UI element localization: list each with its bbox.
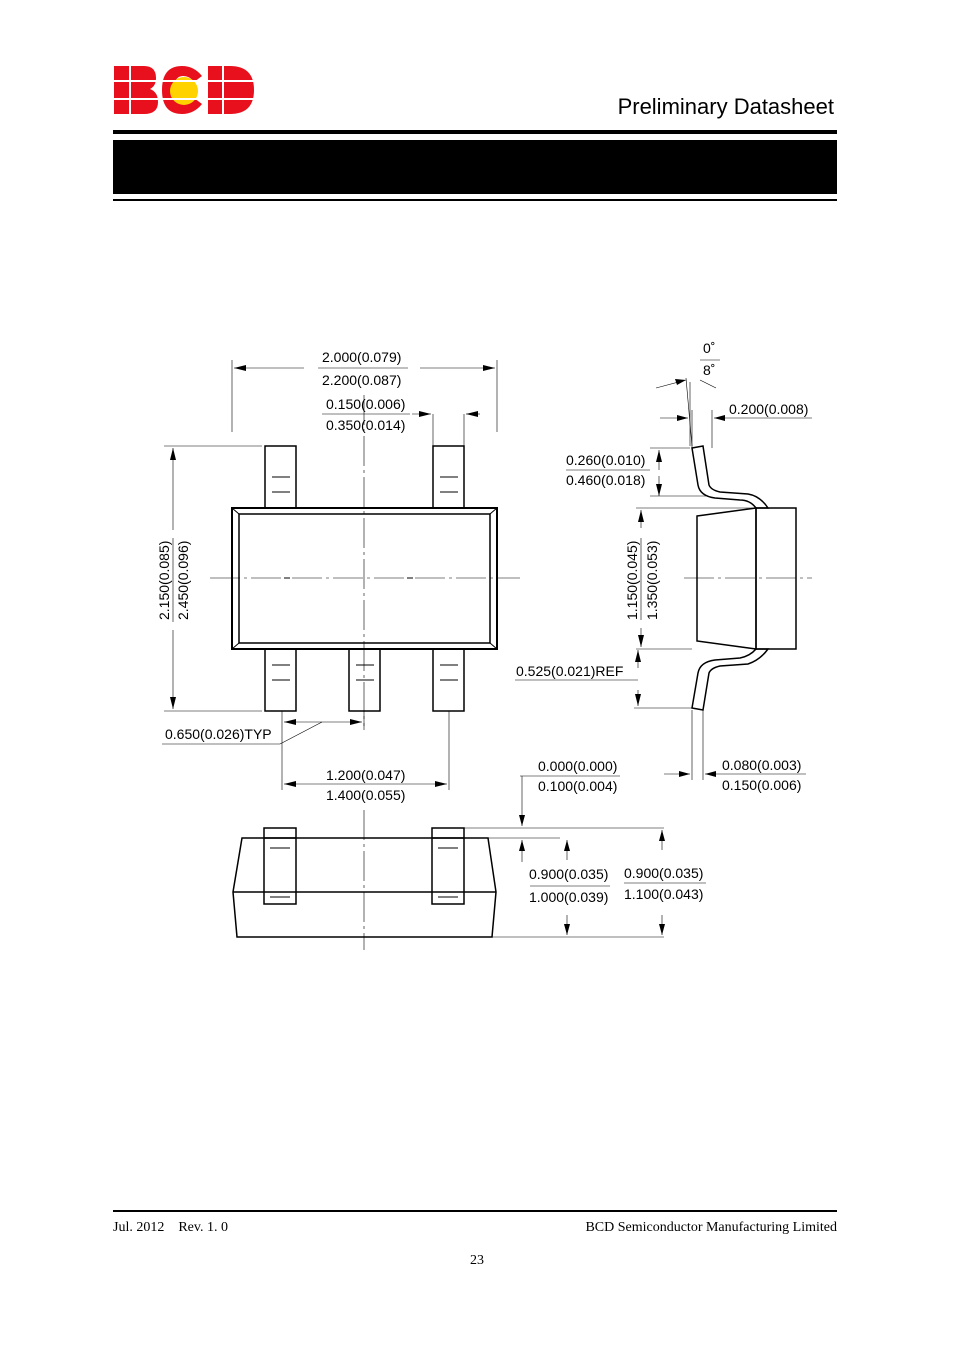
- dim-standoff-min: 0.000(0.000): [538, 758, 618, 774]
- side-view: [515, 360, 812, 780]
- dim-body-height-min: 0.900(0.035): [529, 866, 609, 882]
- dim-standoff-max: 0.100(0.004): [538, 778, 618, 794]
- dim-lead-thick-max: 0.150(0.006): [722, 777, 802, 793]
- dim-lead-width-min: 0.150(0.006): [326, 396, 406, 412]
- dim-lead-width-max: 0.350(0.014): [326, 417, 406, 433]
- dim-lead-angle-min: 0˚: [703, 340, 716, 356]
- dim-lead-angle-max: 8˚: [703, 362, 716, 378]
- footer-rule: [113, 1210, 837, 1212]
- dim-lead-span-max: 1.400(0.055): [326, 787, 406, 803]
- dim-lead-span-min: 1.200(0.047): [326, 767, 406, 783]
- front-view: [233, 776, 706, 950]
- dim-overall-width-min: 2.150(0.085): [156, 540, 172, 620]
- dim-overall-width-max: 2.450(0.096): [175, 540, 191, 620]
- dim-body-length-min: 2.000(0.079): [322, 349, 402, 365]
- page-number: 23: [470, 1253, 484, 1268]
- dim-total-height-max: 1.100(0.043): [624, 886, 704, 902]
- dim-total-height-min: 0.900(0.035): [624, 865, 704, 881]
- dim-body-height-max: 1.000(0.039): [529, 889, 609, 905]
- dim-body-length-max: 2.200(0.087): [322, 372, 402, 388]
- footer-revision: Rev. 1. 0: [178, 1220, 228, 1235]
- doc-type-label: Preliminary Datasheet: [617, 94, 834, 119]
- dim-lead-thick-min: 0.080(0.003): [722, 757, 802, 773]
- footer-date-revision: [113, 1220, 228, 1236]
- dim-foot-ref: 0.525(0.021)REF: [516, 663, 624, 679]
- dim-lead-foot-max: 0.460(0.018): [566, 472, 646, 488]
- dim-gauge: 0.200(0.008): [729, 401, 809, 417]
- footer-company: BCD Semiconductor Manufacturing Limited: [585, 1220, 837, 1235]
- dim-body-width-max: 1.350(0.053): [644, 540, 660, 620]
- dim-body-width-min: 1.150(0.045): [624, 540, 640, 620]
- footer-date: Jul. 2012: [113, 1220, 165, 1235]
- dim-pitch: 0.650(0.026)TYP: [165, 726, 272, 742]
- dim-lead-foot-min: 0.260(0.010): [566, 452, 646, 468]
